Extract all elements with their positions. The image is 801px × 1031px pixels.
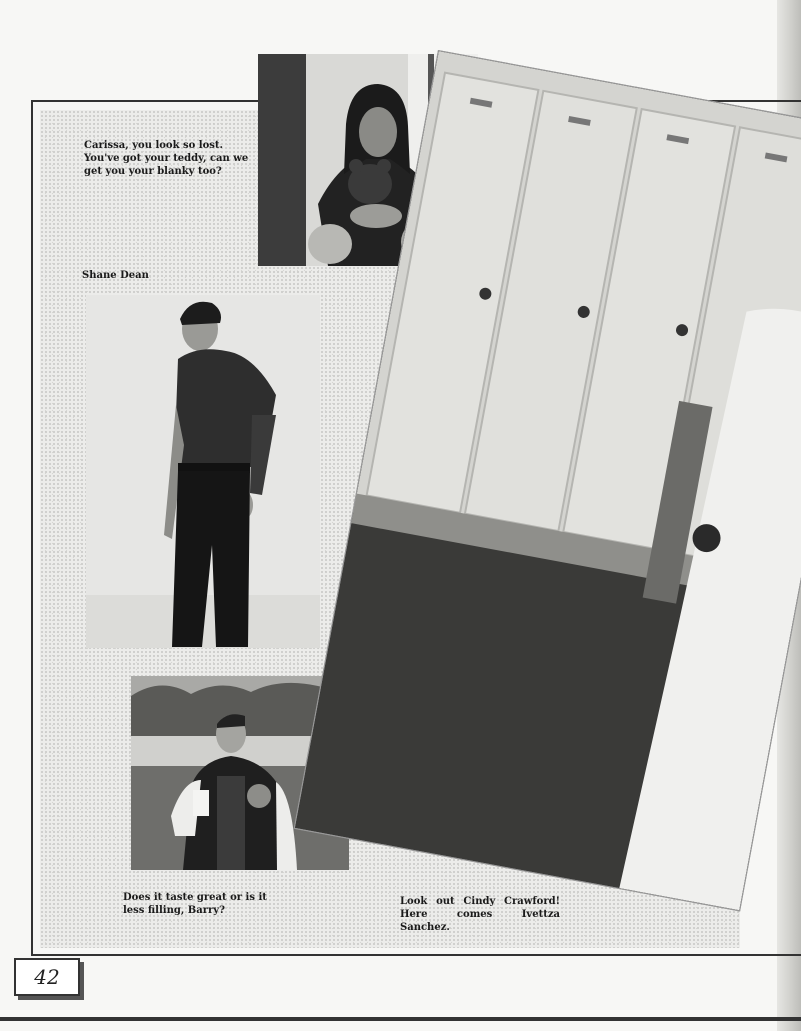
caption-shane-dean: Shane Dean [82,270,149,281]
photo-shane-dean [86,295,320,648]
photo-shane-image [86,295,320,648]
caption-barry: Does it taste great or is it less filling, Barry? [123,892,267,916]
caption-ivettza: Look out Cindy Crawford! Here comes Ivettza Sanchez. [400,896,560,933]
page-number: 42 [34,965,60,989]
caption-carissa: Carissa, you look so lost. You've got your teddy, can we get you your blanky too? [84,140,249,177]
bottom-rule [0,1017,801,1021]
page-number-box [14,958,80,996]
